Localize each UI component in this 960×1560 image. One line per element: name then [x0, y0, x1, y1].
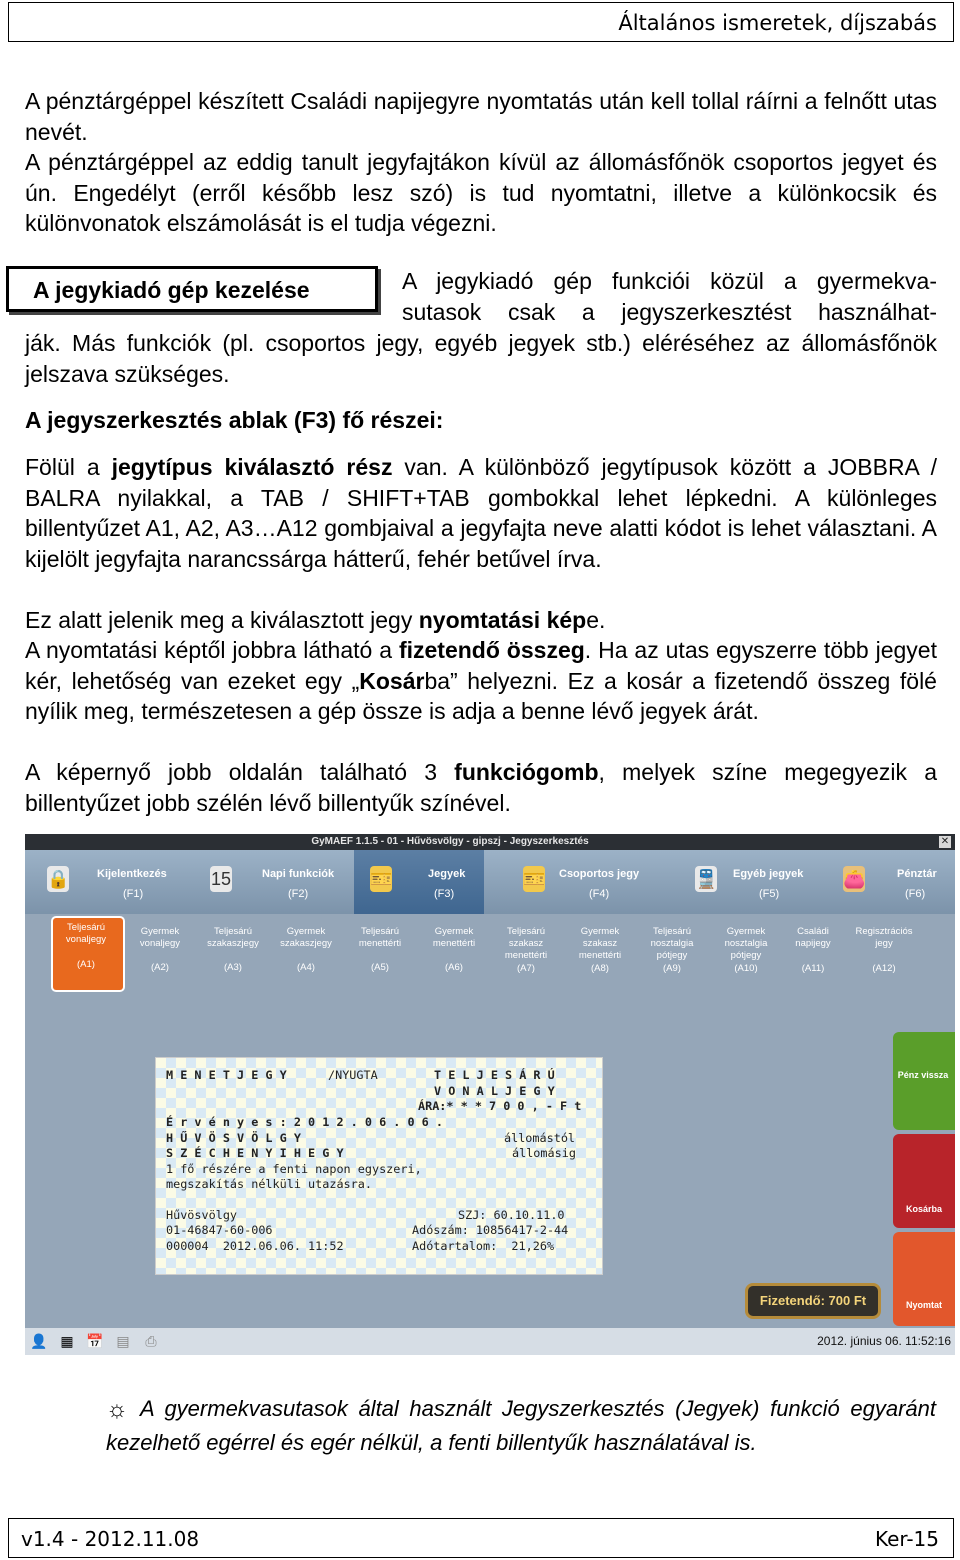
ticket-type-a6[interactable]: Gyermek menettérti (A6): [432, 926, 476, 973]
footer-page: Ker-15: [874, 1527, 939, 1551]
grid-icon[interactable]: ▦: [60, 1333, 74, 1349]
function-tab-f1[interactable]: 🔒 Kijelentkezés (F1): [47, 868, 167, 900]
app-screenshot: [25, 834, 955, 1355]
page-footer: [8, 1518, 954, 1558]
status-bar: [25, 1328, 955, 1355]
calendar-icon[interactable]: 📅: [86, 1333, 104, 1349]
ticket-type-a7[interactable]: Teljesárú szakasz menettérti (A7): [504, 926, 548, 974]
body-paragraph-3: A nyomtatási képtől jobbra látható a fizetendő összeg. Ha az utas egyszerre több jegyet kér, lehetőség van ezeket egy „Kosárba” helyezni. Ez a kosár a fizetendő összeg fölé nyílik meg, természetesen a gép össze is adja a benne lévő jegyek árát.: [25, 637, 937, 724]
function-tab-f4[interactable]: 🎫 Csoportos jegy (F4): [523, 868, 640, 900]
function-tab-f6[interactable]: 👛 Pénztár (F6): [843, 868, 937, 900]
user-icon[interactable]: 👤: [30, 1333, 48, 1349]
function-tab-f2[interactable]: 15 Napi funkciók (F2): [210, 868, 335, 900]
function-tab-f3[interactable]: 🎫 Jegyek (F3): [354, 850, 484, 914]
subheading: A jegyszerkesztés ablak (F3) fő részei:: [25, 407, 444, 433]
basket-button[interactable]: Kosárba: [893, 1134, 955, 1228]
ticket-type-a8[interactable]: Gyermek szakasz menettérti (A8): [578, 926, 622, 974]
train-icon: 🚆: [695, 866, 717, 892]
page-header: [8, 2, 954, 42]
intro-paragraph-2: A pénztárgéppel az eddig tanult jegyfajtákon kívül az állomásfőnök csoportos jegyet és ún. Engedélyt (erről később lesz szó) is tud nyomtatni, illetve a különkocsik és különvonatok elszámolását is el tudja végezni.: [25, 149, 937, 236]
stack-icon[interactable]: ▤: [116, 1333, 130, 1349]
refund-button[interactable]: Pénz vissza: [893, 1032, 955, 1130]
section-line-1: A jegykiadó gép funkciói közül a gyermekva-: [402, 268, 937, 294]
function-bar: [25, 850, 955, 914]
footer-version: v1.4 - 2012.11.08: [21, 1527, 200, 1551]
ticket-type-a12[interactable]: Regisztrációs jegy (A12): [855, 926, 913, 974]
function-tab-f5[interactable]: 🚆 Egyéb jegyek (F5): [695, 868, 804, 900]
ticket-type-a1[interactable]: Teljesárú vonaljegy (A1): [53, 918, 123, 990]
intro-paragraph-1: A pénztárgéppel készített Családi napijegyre nyomtatás után kell tollal ráírni a felnőtt utas nevét.: [25, 88, 937, 145]
ticket-type-a9[interactable]: Teljesárú nosztalgia pótjegy (A9): [650, 926, 694, 974]
body-paragraph-2: Ez alatt jelenik meg a kiválasztott jegy nyomtatási képe.: [25, 607, 606, 633]
ticket-print-preview: M E N E T J E G Y /NYUGTA T E L J E S Á R Ú V O N A L J E G Y ÁRA:* * * 7 0 0 , - F t É r v é n y e s : 2 0 1 2 . 0 6 . 0 6 . H Ű V Ö S V Ö L G Y állomástól S Z É C H E N Y I H E G Y állomásig 1 fő részére a fenti napon egyszeri, megszakítás nélküli utazásra. Hűvösvölgy SZJ: 60.10.11.0 01-46847-60-006 Adószám: 10856417-2-44 000004 2012.06.06. 11:52 Adótartalom: 21,26%: [155, 1057, 603, 1275]
app-title: GyMAEF 1.1.5 - 01 - Hűvösvölgy - gipszj - Jegyszerkesztés: [311, 836, 589, 847]
section-heading: A jegykiadó gép kezelése: [33, 277, 310, 303]
ticket-type-a2[interactable]: Gyermek vonaljegy (A2): [139, 926, 181, 973]
section-text: ják. Más funkciók (pl. csoportos jegy, egyéb jegyek stb.) eléréséhez az állomásfőnök jelszava szükséges.: [25, 330, 937, 387]
header-title: Általános ismeretek, díjszabás: [618, 11, 937, 35]
tickets-icon: 🎫: [523, 866, 545, 892]
calendar-icon: 15: [210, 866, 232, 892]
lock-icon: 🔒: [47, 866, 69, 892]
app-titlebar: [25, 834, 955, 850]
section-line-2: sutasok csak a jegyszerkesztést használhat-: [402, 299, 937, 325]
total-amount: Fizetendő: 700 Ft: [745, 1283, 881, 1319]
ticket-type-a11[interactable]: Családi napijegy (A11): [795, 926, 831, 974]
close-icon[interactable]: ✕: [940, 836, 950, 847]
note-text: A gyermekvasutasok által használt Jegyszerkesztés (Jegyek) funkció egyaránt kezelhető egérrel és egér nélkül, a fenti billentyűk használatával is.: [106, 1396, 936, 1455]
ticket-type-selector: [53, 922, 933, 980]
ticket-icon: 🎫: [370, 866, 392, 892]
ticket-type-a5[interactable]: Teljesárú menettérti (A5): [358, 926, 402, 973]
clock: 2012. június 06. 11:52:16: [817, 1334, 951, 1348]
sun-icon: ☼: [106, 1396, 128, 1423]
wallet-icon: 👛: [843, 866, 865, 892]
body-paragraph-1: Fölül a jegytípus kiválasztó rész van. A különböző jegytípusok között a JOBBRA / BALRA nyilakkal, a TAB / SHIFT+TAB gombokkal lehet lépkedni. A különleges billentyűzet A1, A2, A3…A12 gombjaival a jegyfajta neve alatti kódot is lehet választani. A kijelölt jegyfajta narancssárga hátterű, fehér betűvel írva.: [25, 454, 937, 572]
print-button[interactable]: Nyomtat: [893, 1232, 955, 1326]
section-heading-box: [6, 266, 378, 312]
body-paragraph-4: A képernyő jobb oldalán található 3 funkciógomb, melyek színe megegyezik a billentyűzet jobb szélén lévő billentyűk színével.: [25, 759, 937, 816]
ticket-type-a10[interactable]: Gyermek nosztalgia pótjegy (A10): [724, 926, 768, 974]
ticket-type-a4[interactable]: Gyermek szakaszjegy (A4): [280, 926, 332, 973]
ticket-type-a3[interactable]: Teljesárú szakaszjegy (A3): [207, 926, 259, 973]
printer-icon[interactable]: ⎙: [145, 1333, 157, 1349]
